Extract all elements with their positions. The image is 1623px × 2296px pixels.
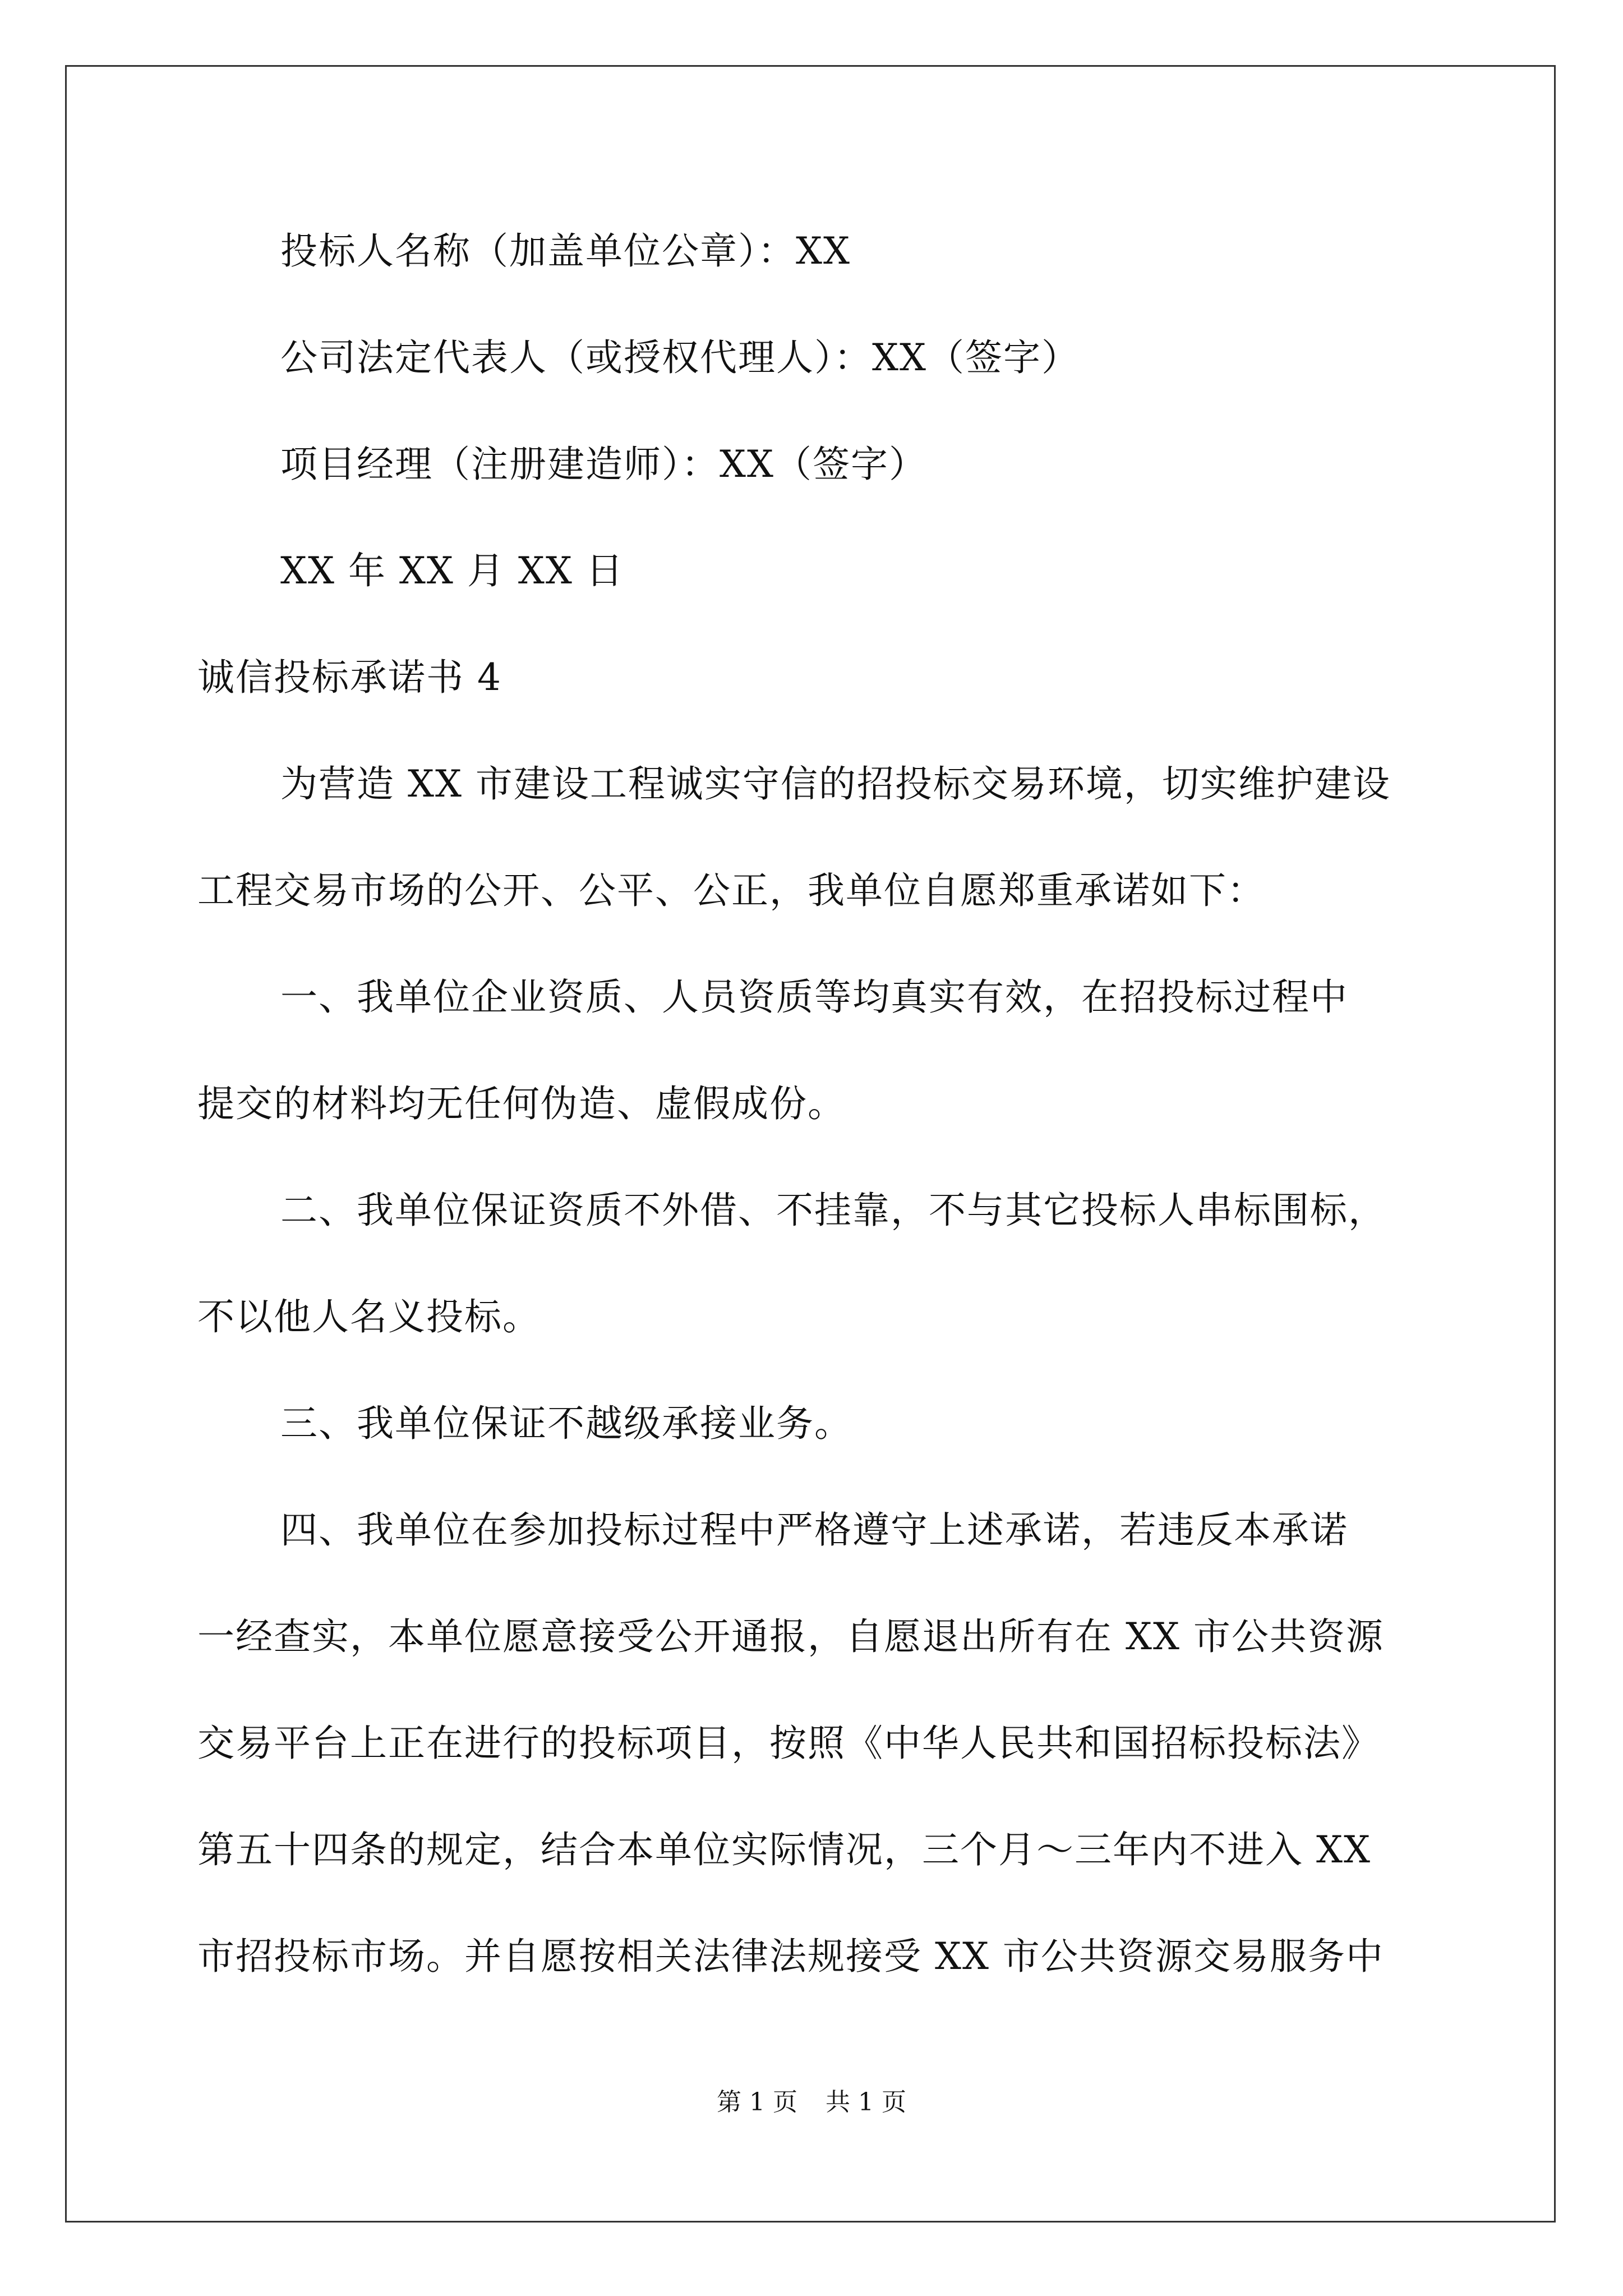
date-line: XX 年 XX 月 XX 日	[280, 549, 624, 592]
project-manager-line: 项目经理（注册建造师）：XX（签字）	[280, 443, 927, 486]
paragraph-line: 交易平台上正在进行的投标项目，按照《中华人民共和国招标投标法》	[197, 1722, 1380, 1765]
paragraph-line: 提交的材料均无任何伪造、虚假成份。	[197, 1082, 846, 1125]
page-border	[65, 65, 1556, 2223]
page-number: 第 1 页	[717, 2088, 797, 2116]
paragraph-line: 三、我单位保证不越级承接业务。	[280, 1402, 852, 1445]
page-footer	[0, 2087, 1623, 2118]
page-total: 共 1 页	[826, 2088, 906, 2116]
legal-representative-line: 公司法定代表人（或授权代理人）：XX（签字）	[280, 336, 1080, 379]
paragraph-line: 一经查实，本单位愿意接受公开通报，自愿退出所有在 XX 市公共资源	[197, 1615, 1384, 1658]
paragraph-line: 二、我单位保证资质不外借、不挂靠，不与其它投标人串标围标，	[280, 1189, 1386, 1232]
paragraph-line: 一、我单位企业资质、人员资质等均真实有效，在招投标过程中	[280, 976, 1348, 1019]
section-heading: 诚信投标承诺书 4	[197, 656, 502, 699]
paragraph-line: 不以他人名义投标。	[197, 1295, 541, 1338]
bidder-name-line: 投标人名称（加盖单位公章）：XX	[280, 229, 851, 273]
paragraph-line: 为营造 XX 市建设工程诚实守信的招投标交易环境，切实维护建设	[280, 762, 1391, 806]
paragraph-line: 第五十四条的规定，结合本单位实际情况，三个月～三年内不进入 XX	[197, 1828, 1371, 1871]
paragraph-line: 工程交易市场的公开、公平、公正，我单位自愿郑重承诺如下：	[197, 869, 1265, 912]
paragraph-line: 四、我单位在参加投标过程中严格遵守上述承诺，若违反本承诺	[280, 1508, 1348, 1552]
paragraph-line: 市招投标市场。并自愿按相关法律法规接受 XX 市公共资源交易服务中	[197, 1935, 1384, 1978]
